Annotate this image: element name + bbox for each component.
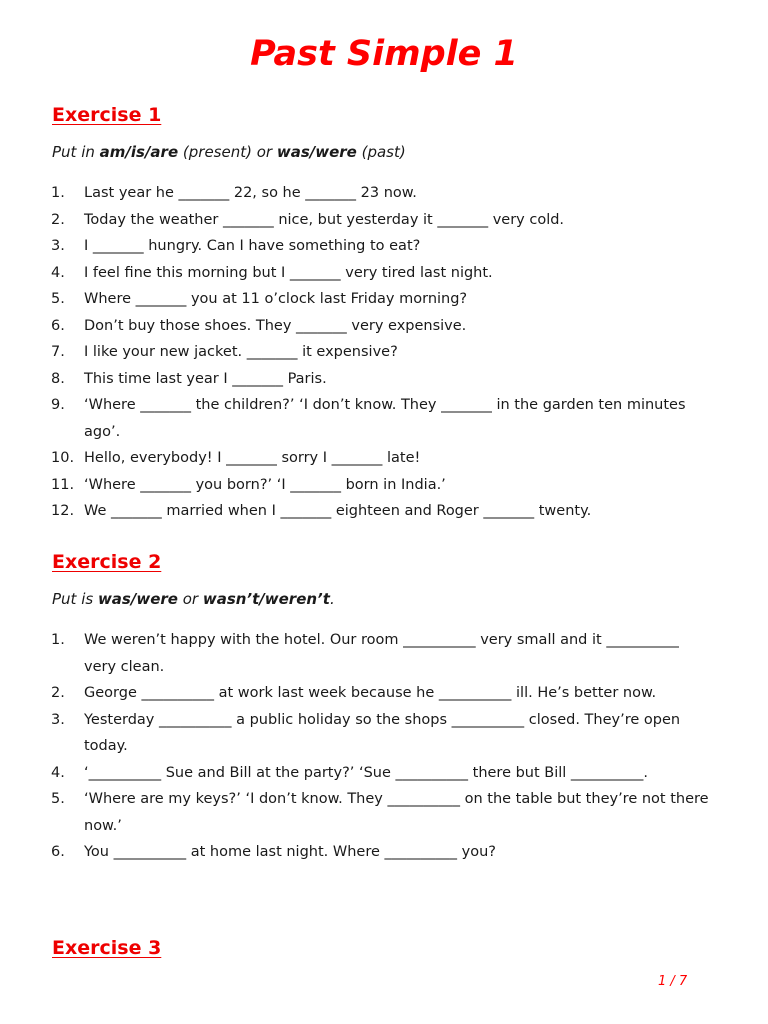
- item-number: 2.: [51, 685, 65, 701]
- item-number: 7.: [51, 344, 65, 360]
- exercise-item: [0, 498, 768, 525]
- exercise-item: [0, 760, 768, 787]
- item-number: 4.: [51, 764, 65, 781]
- item-text: ‘Where are my keys?’ ‘I don’t know. They __________ on the table but they’re not there now.’: [84, 791, 709, 834]
- exercise-item: [0, 286, 768, 313]
- exercise-3-heading: Exercise 3: [52, 937, 162, 959]
- exercise-item: [0, 366, 768, 393]
- item-text: We _______ married when I _______ eighteen and Roger _______ twenty.: [84, 503, 592, 519]
- exercise-item: [0, 180, 768, 207]
- item-number: 3.: [51, 238, 65, 254]
- exercise-2-list: [0, 627, 768, 866]
- item-text: Today the weather _______ nice, but yesterday it _______ very cold.: [84, 211, 565, 228]
- item-text: This time last year I _______ Paris.: [84, 370, 327, 387]
- item-text: I _______ hungry. Can I have something to eat?: [84, 238, 421, 254]
- item-text: Last year he _______ 22, so he _______ 23 now.: [84, 185, 417, 201]
- item-text: ‘Where _______ the children?’ ‘I don’t know. They _______ in the garden ten minutes ago’.: [84, 397, 686, 440]
- item-number: 6.: [51, 317, 65, 334]
- item-text: ‘__________ Sue and Bill at the party?’ ‘Sue __________ there but Bill __________.: [84, 764, 649, 781]
- item-number: 1.: [51, 632, 65, 648]
- exercise-item: [0, 445, 768, 472]
- exercise-1-list: [0, 180, 768, 525]
- item-number: 8.: [51, 370, 65, 387]
- item-number: 5.: [51, 291, 65, 307]
- item-text: We weren’t happy with the hotel. Our room __________ very small and it __________ very clean.: [84, 632, 679, 675]
- exercise-item: [0, 313, 768, 340]
- exercise-item: [0, 233, 768, 260]
- exercise-item: [0, 207, 768, 234]
- item-number: 10.: [51, 450, 75, 466]
- page-number: 1 / 7: [658, 974, 688, 989]
- exercise-1-instruction: Put in am/is/are (present) or was/were (past): [52, 143, 406, 161]
- exercise-2-heading: Exercise 2: [52, 551, 162, 573]
- item-text: I feel fine this morning but I _______ very tired last night.: [84, 264, 493, 281]
- exercise-item: [0, 339, 768, 366]
- exercise-item: [0, 707, 768, 760]
- item-number: 11.: [51, 476, 75, 493]
- item-number: 6.: [51, 844, 65, 860]
- item-number: 9.: [51, 397, 65, 413]
- item-text: ‘Where _______ you born?’ ‘I _______ born in India.’: [84, 476, 446, 493]
- exercise-1-heading: Exercise 1: [52, 104, 162, 126]
- exercise-2-instruction: Put is was/were or wasn’t/weren’t.: [52, 590, 335, 608]
- exercise-item: [0, 627, 768, 680]
- item-number: 2.: [51, 211, 65, 228]
- item-text: Where _______ you at 11 o’clock last Friday morning?: [84, 291, 468, 307]
- item-number: 4.: [51, 264, 65, 281]
- item-text: Don’t buy those shoes. They _______ very expensive.: [84, 317, 467, 334]
- item-number: 3.: [51, 711, 65, 728]
- exercise-item: [0, 680, 768, 707]
- item-number: 12.: [51, 503, 75, 519]
- item-text: Yesterday __________ a public holiday so the shops __________ closed. They’re open today.: [84, 711, 681, 754]
- exercise-item: [0, 392, 768, 445]
- item-text: You __________ at home last night. Where __________ you?: [84, 844, 496, 860]
- item-text: Hello, everybody! I _______ sorry I _______ late!: [84, 450, 421, 466]
- exercise-item: [0, 839, 768, 866]
- item-number: 1.: [51, 185, 65, 201]
- item-text: George __________ at work last week because he __________ ill. He’s better now.: [84, 685, 657, 701]
- exercise-item: [0, 260, 768, 287]
- item-number: 5.: [51, 791, 65, 807]
- item-text: I like your new jacket. _______ it expensive?: [84, 344, 398, 360]
- exercise-item: [0, 786, 768, 839]
- exercise-item: [0, 472, 768, 499]
- page-title: Past Simple 1: [250, 34, 518, 74]
